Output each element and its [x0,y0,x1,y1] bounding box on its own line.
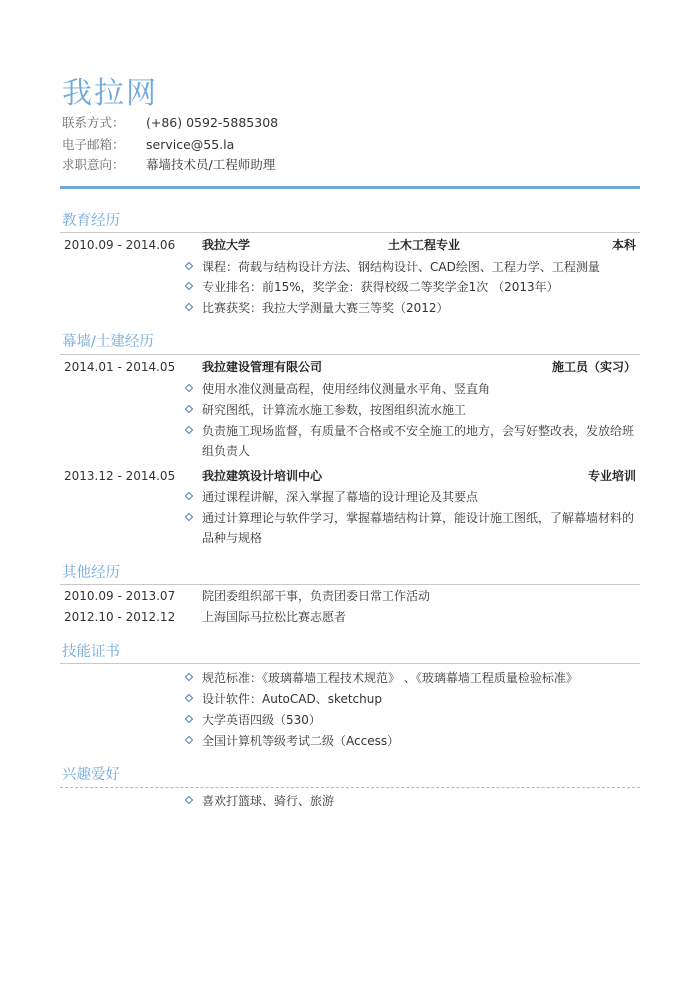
list-item [186,277,638,297]
other-date-1: 2010.09 - 2013.07 [64,589,176,603]
candidate-name: 我拉网 [62,76,158,111]
list-item-text: 比赛获奖：我拉大学测量大赛三等奖（2012） [202,301,449,315]
header-divider [60,186,640,189]
education-date: 2010.09 - 2014.06 [64,238,176,252]
other-date-2: 2012.10 - 2012.12 [64,610,176,624]
list-item-text: 大学英语四级（530） [202,713,321,727]
list-item [186,487,638,507]
diamond-bullet-icon [185,384,193,392]
list-item-text: 喜欢打篮球、骑行、旅游 [202,794,335,808]
list-item [186,508,638,548]
diamond-bullet-icon [185,405,193,413]
list-item [186,379,638,399]
contact-phone-label: 联系方式： [62,115,125,130]
section-divider-skills [60,663,640,664]
list-item [186,421,638,461]
diamond-bullet-icon [185,796,193,804]
section-divider-hobbies [60,787,640,788]
experience-role-2: 专业培训 [587,469,636,483]
diamond-bullet-icon [185,262,193,270]
section-divider-education [60,232,640,233]
experience-org-2: 我拉建筑设计培训中心 [202,469,323,483]
section-divider-experience [60,354,640,355]
diamond-bullet-icon [185,513,193,521]
section-title-experience: 幕墙/土建经历 [62,334,154,350]
diamond-bullet-icon [185,715,193,723]
list-item [186,710,638,730]
list-item [186,400,638,420]
contact-objective-value: 幕墙技术员/工程师助理 [146,157,276,172]
section-title-education: 教育经历 [62,213,120,229]
diamond-bullet-icon [185,282,193,290]
list-item [186,731,638,751]
diamond-bullet-icon [185,492,193,500]
list-item-text: 课程：荷载与结构设计方法、钢结构设计、CAD绘图、工程力学、工程测量 [202,260,600,274]
section-divider-other [60,584,640,585]
list-item-text: 全国计算机等级考试二级（Access） [202,734,400,748]
list-item-text: 通过计算理论与软件学习，掌握幕墙结构计算，能设计施工图纸，了解幕墙材料的品种与规格 [202,511,635,545]
section-title-hobbies: 兴趣爱好 [62,767,120,783]
diamond-bullet-icon [185,426,193,434]
contact-email-value: service@55.la [146,137,235,152]
list-item-text: 规范标准：《玻璃幕墙工程技术规范》 、《玻璃幕墙工程质量检验标准》 [202,671,578,685]
contact-phone-value: (+86) 0592-5885308 [146,115,279,130]
list-item [186,668,638,688]
education-major: 土木工程专业 [388,238,461,252]
experience-date-1: 2014.01 - 2014.05 [64,360,176,374]
contact-email-label: 电子邮箱： [62,137,125,152]
list-item-text: 设计软件：AutoCAD、sketchup [202,692,382,706]
diamond-bullet-icon [185,736,193,744]
list-item-text: 研究图纸，计算流水施工参数，按图组织流水施工 [202,403,467,417]
list-item [186,298,638,318]
experience-org-1: 我拉建设管理有限公司 [202,360,323,374]
experience-role-1: 施工员（实习） [551,360,636,374]
list-item-text: 负责施工现场监督，有质量不合格或不安全施工的地方，会写好整改表，发放给班组负责人 [202,424,635,458]
diamond-bullet-icon [185,303,193,311]
other-text-2: 上海国际马拉松比赛志愿者 [202,610,347,624]
diamond-bullet-icon [185,694,193,702]
list-item [186,257,638,277]
list-item-text: 使用水准仪测量高程，使用经纬仪测量水平角、竖直角 [202,382,491,396]
section-title-skills: 技能证书 [62,644,120,660]
education-school: 我拉大学 [202,238,251,252]
experience-date-2: 2013.12 - 2014.05 [64,469,176,483]
other-text-1: 院团委组织部干事，负责团委日常工作活动 [202,589,431,603]
list-item [186,791,638,811]
list-item-text: 通过课程讲解，深入掌握了幕墙的设计理论及其要点 [202,490,479,504]
education-degree: 本科 [611,238,636,252]
diamond-bullet-icon [185,673,193,681]
list-item [186,689,638,709]
list-item-text: 专业排名：前15%，奖学金：获得校级二等奖学金1次 （2013年） [202,280,559,294]
section-title-other: 其他经历 [62,565,120,581]
contact-objective-label: 求职意向： [62,157,125,172]
